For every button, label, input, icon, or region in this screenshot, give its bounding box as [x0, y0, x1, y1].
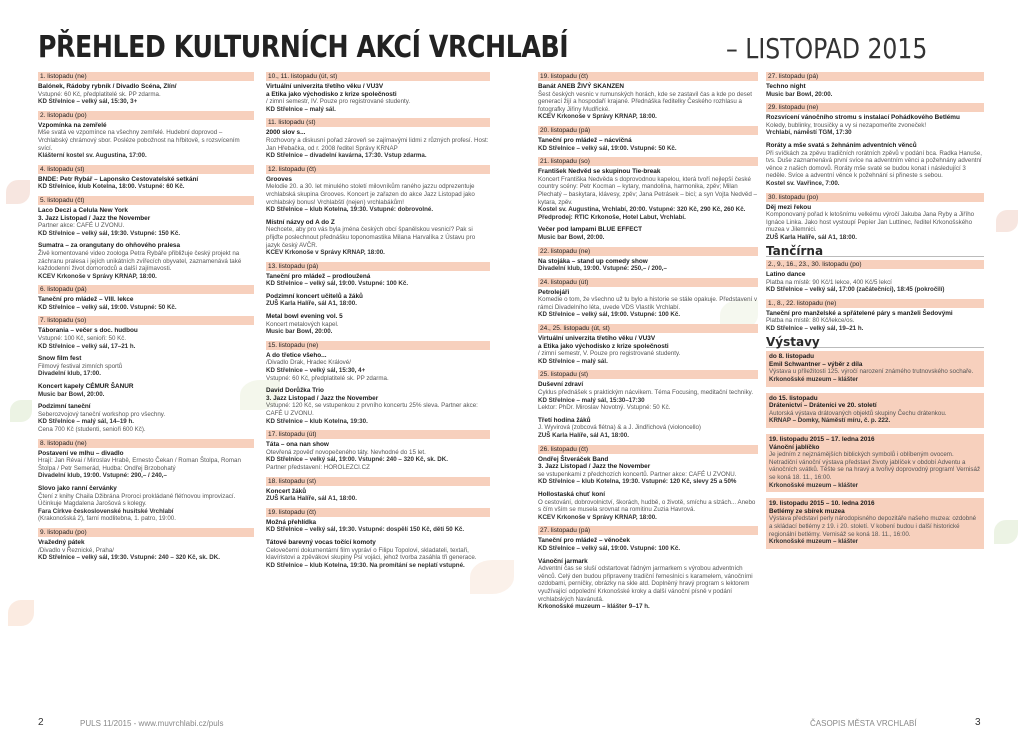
event-place: KD Střelnice – velký sál, 19:00. Vstupné: 100 Kč. [538, 544, 681, 552]
event-place: Krkonošské muzeum – klášter [769, 376, 859, 384]
event-title: Táborania – večer s doc. hudbou [38, 327, 138, 335]
event-title: Petrolejáři [538, 288, 570, 296]
event-title: Virtuální univerzita třetího věku / VU3V [266, 83, 384, 90]
event-date: 9. listopadu (po) [38, 528, 254, 537]
event-item [38, 285, 254, 311]
event-description: O cestování, dobrovolnictví, škorách, hudbě, o životě, smíchu a slzách... Anebo s čím vším se musela srovnat na romitinu Zuzia Havrová. [538, 498, 756, 514]
event-place: KD Střelnice – malý sál. [538, 357, 608, 365]
event-description: Koncert metalových kapel. [266, 320, 339, 328]
event-title: Místní názvy od A do Z [266, 218, 335, 226]
event-title: Koncert žáků [266, 487, 307, 495]
event-place: Klášterní kostel sv. Augustina, 17:00. [38, 152, 147, 160]
event-item [266, 387, 490, 425]
event-note: Cena 700 Kč (studenti, senioři 600 Kč). [38, 426, 146, 433]
event-title: Taneční pro mládež – prodloužená [266, 272, 371, 280]
event-date: 1., 8., 22. listopadu (ne) [766, 299, 984, 308]
event-place: KD Střelnice – velký sál, 19:00. Vstupné: 100 Kč. [538, 311, 681, 319]
event-title: Tátové barevný vocas točící komoty [266, 538, 376, 546]
event-description: Mše svatá ve vzpomínce na všechny zemřelé. Hudební doprovod – Vrchlabský chrámový sbor. Posléze pobožnost na hřbitově, s rozsvícením svící. [38, 129, 240, 152]
event-place: KD Střelnice – klub Kotelna, 19:30. Vstupné: 120 Kč, slevy 25 a 50% [538, 478, 737, 486]
event-date: 13. listopadu (pá) [266, 262, 490, 271]
event-description: Vstupné: 120 Kč, se vstupenkou z prvního koncertu 25% sleva. Partner akce: CAFÉ U ZVONU. [266, 402, 478, 417]
event-description: Otevřená zpověď novopečeného táty. Nevhodné do 15 let. [266, 448, 426, 456]
event-item [266, 72, 490, 113]
event-item [766, 103, 984, 137]
event-item [38, 165, 254, 191]
event-item [538, 157, 758, 221]
event-title: Hollostaská chuť koní [538, 490, 605, 498]
event-item [766, 72, 984, 98]
event-item [766, 142, 984, 188]
event-title: Podzimní taneční [38, 403, 91, 411]
event-place: Music bar Bowl, 20:00. [766, 90, 833, 98]
decorative-leaf [8, 600, 34, 626]
event-description: /Divadlo Drak, Hradec Králové/ [266, 359, 351, 367]
event-date: 19. listopadu 2015 – 17. ledna 2016 [769, 436, 875, 443]
event-title: Balónek, Rádoby rybník / Divadlo Scéna, Zlín/ [38, 83, 177, 90]
event-place: KRNAP – Domky, Náměstí míru, č. p. 222. [769, 417, 891, 425]
event-place: ZUŠ Karla Halíře, sál A1, 18:00. [538, 432, 629, 439]
event-date: 17. listopadu (út) [266, 430, 490, 439]
event-title: Třetí hodina žáků [538, 416, 591, 424]
event-date: 18. listopadu (st) [266, 477, 490, 486]
event-item [266, 313, 490, 336]
event-note: Partner představení: HOROLEZCI.CZ [266, 463, 370, 471]
event-date: 2. listopadu (po) [38, 111, 254, 120]
decorative-leaf [996, 210, 1018, 232]
event-date: 15. listopadu (ne) [266, 341, 490, 350]
event-item [38, 242, 254, 280]
event-title: Postavení ve mlhu – divadlo [38, 449, 124, 457]
event-description: Partner akce: CAFÉ U ZVONU. [38, 222, 125, 230]
event-item [38, 485, 254, 523]
event-item [766, 351, 984, 386]
event-title: Vzpomínka na zemřelé [38, 121, 107, 129]
event-date: 8. listopadu (ne) [38, 439, 254, 448]
event-item [766, 260, 984, 294]
event-title: Virtuální univerzita třetího věku / VU3V [538, 335, 656, 343]
event-date: 26. listopadu (čt) [538, 445, 758, 454]
event-title: Taneční pro mládež – věnoček [538, 537, 630, 545]
event-place: KD Střelnice – velký sál, 17–21 h. [38, 342, 136, 350]
event-description: Je jedním z nejznámějších biblických symbolů i oblíbeným ovocem. Netradiční vánoční výstava představí životy jablíček v období Adventu a vánočních svátků. Těšte se na hravý a tvořivý doprovodný program! Vernisáž se koná 18. 11., 16:00. [769, 451, 981, 481]
event-place: KD Střelnice – malý sál. [266, 105, 336, 113]
event-date: 6. listopadu (pá) [38, 285, 254, 294]
event-description: Platba na místě: 90 Kč/1 lekce, 400 Kč/5 lekcí [766, 278, 892, 286]
event-description: Výstava představí perly národopisného depozitáře našeho muzea: ozdobné a skládací betlémy z 19. i 20. století. V kobení budou i další historické regionální betlémy. Vernisáž se koná 18. 11., 16:00. [769, 515, 977, 538]
event-title: Metal bowl evening vol. 5 [266, 313, 343, 321]
event-date: 30. listopadu (po) [766, 193, 984, 202]
footer-left-text: PULS 11/2015 - www.muvrchlabi.cz/puls [80, 719, 224, 728]
event-description: / zimní semestr, IV. Pouze pro registrované studenty. [266, 98, 411, 106]
event-item [38, 72, 254, 106]
event-description: /Divadlo v Řeznické, Praha/ [38, 546, 115, 554]
event-subtitle: 3. Jazz Listopad / Jazz the November [38, 214, 151, 222]
events-column-3 [538, 72, 758, 616]
event-date: 19. listopadu 2015 – 10. ledna 2016 [769, 500, 875, 508]
event-place: KD Střelnice – malý sál, 15:30–17:30 [538, 396, 645, 404]
event-title: Emil Schwantner – výběr z díla [769, 360, 863, 368]
events-column-1 [38, 72, 254, 567]
event-place: KCEV Krkonoše v Správy KRNAP, 18:00. [38, 272, 157, 280]
event-place: ZUŠ Karla Halíře, sál A1, 18:00. [766, 233, 857, 241]
event-item [766, 434, 984, 492]
event-item [38, 355, 254, 378]
event-item [266, 293, 490, 308]
event-place: KCEV Krkonoše v Správy KRNAP, 18:00. [266, 249, 385, 257]
event-description: Živě komentované video zoologa Petra Rybáře přibližuje český projekt na záchranu pralesa i jejích unikátních zvířecích obyvatel, zaznamenává také každodenní život domorodců a další zajímavosti. [38, 249, 242, 273]
event-item [538, 526, 758, 552]
event-title: Vánoční jablíčko [769, 443, 820, 451]
event-description: Čtení z knihy Chaila Džibrána Proroci prokládané fléťnovou improvizací. Účinkuje Magdalena Jarošová s kolegy. [38, 492, 236, 508]
event-title: Vražedný pátek [38, 538, 85, 546]
event-title: Snow film fest [38, 355, 82, 363]
event-place: Fara Církve československé husitské Vrchlabí [38, 507, 174, 515]
event-item [538, 72, 758, 121]
event-date: 19. listopadu (čt) [538, 72, 758, 81]
event-note: (Krakonošská 2), farní modlitebna, 1. patro, 19:00. [38, 515, 176, 523]
event-item [766, 393, 984, 428]
event-item [38, 528, 254, 562]
event-item [38, 196, 254, 237]
event-description: se vstupenkami z předchozích koncertů. Partner akce: CAFÉ U ZVONU. [538, 470, 737, 478]
event-description: Seberozvojový taneční workshop pro všechny. [38, 410, 166, 418]
event-item [538, 126, 758, 152]
section-title-tancirna: Tančírna [766, 248, 984, 258]
event-date: 7. listopadu (so) [38, 316, 254, 325]
event-place: KD Střelnice – velký sál, 19:30. Vstupné: 240 – 320 Kč, sk. DK. [38, 554, 220, 562]
event-date: 2., 9., 16., 23., 30. listopadu (po) [766, 260, 984, 269]
event-place: ZUŠ Karla Halíře, sál A1, 18:00. [266, 300, 357, 308]
event-place: Kostel sv. Augustina, Vrchlabí, 20:00. Vstupné: 320 Kč, 290 Kč, 260 Kč. Předprodej: RTIC Krkonoše, Hotel Labut, Vrchlabí. [538, 206, 746, 221]
event-title: Děj mezi řekou [766, 203, 812, 211]
event-subtitle: 3. Jazz Listopad / Jazz the November [538, 463, 651, 471]
event-note: Lektor: PhDr. Miroslav Novotný. Vstupné: 50 Kč. [538, 404, 671, 412]
event-item [266, 219, 490, 257]
page-number-left: 2 [38, 717, 44, 728]
event-item [266, 341, 490, 382]
event-date: 29. listopadu (ne) [766, 103, 984, 112]
event-description: Hrají: Jan Révai / Miroslav Hrabě, Ernesto Čekan / Roman Štolpa, Roman Štolpa / Petr Semerád, Hudba: Ondřej Brzobohatý [38, 457, 241, 472]
event-item [266, 165, 490, 214]
event-description: Koledy, bublinky, trousičky a vy si nezapomeňte zvoneček! [766, 121, 927, 129]
event-item [266, 477, 490, 503]
event-item [766, 193, 984, 242]
event-description: Cyklus přednášek s praktickým nácvikem. Téma Focusing, meditační techniky. [538, 389, 754, 397]
event-title: Vánoční jarmark [538, 557, 588, 565]
event-item [38, 439, 254, 480]
event-subtitle: 3. Jazz Listopad / Jazz the November [266, 394, 379, 402]
event-item [266, 508, 490, 534]
event-item [538, 445, 758, 486]
event-title: Slovo jako ranní červánky [38, 484, 117, 492]
event-description: Rozhovory a diskusní pořad zároveň se zajímavými lidmi z různých profesí. Host: Jan Hřebačka, od r. 2008 ředitel Správy KRNAP [266, 136, 489, 152]
event-description: J. Wyvirová (zobcová flétna) & a J. Jindřichová (violoncello) [538, 424, 701, 432]
event-description: Celovečerní dokumentární film vypráví o Filipu Topolovi, skladateli, textaři, klavíristovi a zpěvákovi skupiny Psí vojáci, jehož tvorba zasáhla tři generace. [266, 546, 477, 562]
event-subtitle: a Etika jako východisko z krize společnosti [266, 90, 397, 98]
event-date: 5. listopadu (čt) [38, 196, 254, 205]
event-date: 24. listopadu (út) [538, 278, 758, 287]
event-description: Vstupné: 60 Kč, předplatitelé sk. PP zdarma. [38, 90, 161, 98]
event-title: Taneční pro manželské a spřátelené páry s manželi Šedovými [766, 309, 953, 317]
event-title: Taneční pro mládež – VIII. lekce [38, 296, 134, 304]
event-place: KCEV Krkonoše v Správy KRNAP, 18:00. [538, 113, 657, 121]
event-title: František Nedvěd se skupinou Tie-break [538, 168, 661, 176]
event-title: BNDE: Petr Rybář – Laponsko Cestovatelské setkání [38, 175, 199, 183]
event-title: Banát ANEB ŽIVÝ SKANZEN [538, 83, 625, 90]
event-item [266, 430, 490, 471]
event-place: Music bar Bowl, 20:00. [266, 328, 333, 336]
event-date: 1. listopadu (ne) [38, 72, 254, 81]
event-note: Vstupné: 60 Kč, předplatitelé sk. PP zdarma. [266, 374, 389, 382]
event-description: Autorská výstava drátovaných objektů skupiny Čechu drátenkou. [769, 409, 947, 417]
event-item [538, 226, 758, 241]
event-title: Ondřej Štveráček Band [538, 455, 609, 463]
event-place: Krkonošské muzeum – klášter [769, 538, 859, 546]
page-number-right: 3 [975, 717, 981, 728]
page-title: PŘEHLED KULTURNÍCH AKCÍ VRCHLABÍ [38, 30, 569, 65]
vystavy-list [766, 351, 984, 548]
event-place: KD Střelnice – velký sál, 19:30. Vstupné: dospělí 150 Kč, děti 50 Kč. [266, 526, 465, 534]
event-title: Táta – ona nan show [266, 441, 329, 449]
footer-right-text: ČASOPIS MĚSTA VRCHLABÍ [810, 719, 917, 728]
event-title: Laco Deczi a Celula New York [38, 206, 128, 214]
event-title: Betlémy ze sbírek muzea [769, 507, 845, 515]
event-description: Koncert Františka Nedvěda s doprovodnou kapelou, která tvoří nejlepší české country scény: Petr Kocman – kytary, mandolína, harmonika, zpěv; Milan Plechatý – baskytara, klávesy, zpěv; Jana Petrásek – bicí; a syn Vojta Nedvěd – kytara, zpěv. [538, 175, 757, 206]
event-place: KD Střelnice – velký sál, 15:30, 3+ [38, 98, 138, 106]
event-date: 25. listopadu (st) [538, 370, 758, 379]
event-description: Melodie 20. a 30. let minulého století milovníkům raného jazzu odprezentuje vrchlabská skupina Grooves. Koncert je zařazen do akce Jazz Listopad jako vrchlabský bonus! Vrchlabští (nejen) vrchlabákům! [266, 183, 475, 206]
event-title: Podzimní koncert učitelů a žáků [266, 292, 363, 300]
event-date: 20. listopadu (pá) [538, 126, 758, 135]
event-description: Filmový festival zimních sportů [38, 362, 123, 370]
event-date: do 15. listopadu [769, 394, 818, 402]
event-place: KD Střelnice – divadelní kavárna, 17:30. Vstup zdarma. [266, 152, 427, 160]
event-date: 19. listopadu (čt) [266, 508, 490, 517]
event-date: 27. listopadu (pá) [538, 526, 758, 535]
event-place: KD Střelnice – velký sál, 19:00. Vstupné: 50 Kč. [538, 144, 677, 152]
event-item [538, 558, 758, 611]
event-place: KD Střelnice – velký sál, 15:30, 4+ [266, 367, 366, 375]
event-date: 10., 11. listopadu (út, st) [266, 72, 490, 81]
decorative-leaf [6, 180, 30, 204]
event-place: KD Střelnice – klub Kotelna, 19:30. Vstupné: dobrovolné. [266, 206, 434, 214]
event-place: Music bar Bowl, 20:00. [538, 233, 605, 241]
event-description: Při svíčkách za zpěvu tradičních rorátních zpěvů v podání bca. Radka Hanuše, tvs. Duše zaznamenává první svíce na adventním věnci a požehnány adventní věnce z našich domovů. Roráty mše svaté se budou konat i následující 3 neděle. Svíce a adventní věnce k požehnání si přineste s sebou. [766, 149, 982, 180]
event-title: Latino dance [766, 271, 806, 279]
event-description: Výstava u příležitosti 125. výročí narození známého trutnovského sochaře. [769, 368, 974, 376]
event-item [38, 111, 254, 160]
event-date: 24., 25. listopadu (út, st) [538, 324, 758, 333]
event-title: Duševní zdraví [538, 381, 584, 389]
event-item [38, 383, 254, 398]
event-place: KD Střelnice – malý sál, 14–19 h. [38, 418, 134, 426]
decorative-leaf [10, 400, 32, 422]
event-item [38, 403, 254, 433]
event-item [766, 299, 984, 333]
event-item [538, 417, 758, 440]
event-item [538, 370, 758, 411]
event-title: Koncert kapely CÉMUR ŠANUR [38, 383, 134, 391]
event-place: KD Střelnice – velký sál, 19–21 h. [766, 325, 864, 333]
event-place: KD Střelnice – velký sál, 19:00. Vstupné: 50 Kč. [38, 303, 177, 311]
event-title: 2000 slov s... [266, 129, 306, 137]
event-place: Music bar Bowl, 20:00. [38, 390, 105, 398]
events-column-4 [766, 72, 984, 555]
event-title: Sumatra – za orangutany do ohňového pralesa [38, 242, 181, 250]
event-place: Krkonošské muzeum – klášter 9–17 h. [538, 603, 650, 611]
event-item [38, 316, 254, 350]
event-place: Divadelní klub, 19:00. Vstupné: 290,– / 240,– [38, 472, 167, 480]
event-title: Techno night [766, 83, 806, 90]
event-title: Na stojáka – stand up comedy show [538, 257, 648, 265]
event-item [538, 491, 758, 521]
event-item [266, 539, 490, 569]
event-place: KCEV Krkonoše v Správy KRNAP, 18:00. [538, 513, 657, 521]
event-item [266, 118, 490, 159]
event-description: Nechcete, aby pro vás byla jména českých obcí španělskou vesnicí? Pak si přijďte poslechnout přednášku toponomastika Milana Harvalíka z Ústavu pro jazyk český AVČR. [266, 226, 476, 249]
event-date: 4. listopadu (st) [38, 165, 254, 174]
event-description: Adventní čas se sluší odstartovat řádným jarmarkem s výrobou adventních věnců. Celý den budou připraveny tradiční řemeslníci s karamelem, vánočními ozdobami, perníčky, obrázky na skle atd. Doplněný hravý program s lektorem využívající odpolední Krkonošské kroky a další vánoční písně v podání vrchlabských Navánutá. [538, 565, 753, 603]
event-place: Kostel sv. Vavřince, 7:00. [766, 179, 840, 187]
tancirna-list [766, 260, 984, 333]
event-place: KD Střelnice, klub Kotelna, 18:00. Vstupné: 60 Kč. [38, 183, 185, 191]
events-column-2 [266, 72, 490, 574]
event-description: Platba na místě: 80 Kč/lekce/os. [766, 317, 855, 325]
event-place: KD Střelnice – velký sál, 19:00. Vstupné: 100 Kč. [266, 280, 409, 288]
event-title: Drátenictví – Dráteníci ve 20. století [769, 402, 877, 410]
event-description: Šest českých vesnic v rumunských horách, kde se zastavil čas a kde po deset generací žijí a hospodaří krajané. Přednáška ředitelky Českého rozhlasu a fotografky Jiřiny Mudřické. [538, 90, 752, 113]
event-place: ZUŠ Karla Halíře, sál A1, 18:00. [266, 495, 357, 503]
event-place: KD Střelnice – velký sál, 19:00. Vstupné: 240 – 320 Kč, sk. DK. [266, 456, 448, 464]
event-title: Rozsvícení vánočního stromu s instalací Pohádkového Betlému [766, 114, 960, 122]
event-description: Vstupné: 100 Kč, senioři: 50 Kč. [38, 335, 127, 343]
event-title: David Dorůžka Trio [266, 387, 324, 395]
event-place: KD Střelnice – velký sál, 19:30. Vstupné: 150 Kč. [38, 229, 181, 237]
event-place: KD Střelnice – klub Kotelna, 19:30. Na promítání se neplatí vstupné. [266, 561, 465, 569]
event-item [538, 324, 758, 365]
event-title: Večer pod lampami BLUE EFFECT [538, 226, 643, 234]
event-item [538, 278, 758, 319]
events-list [766, 72, 984, 242]
event-title: Grooves [266, 175, 292, 183]
section-title-vystavy: Výstavy [766, 339, 984, 349]
event-title: Taneční pro mládež – nácvičná [538, 136, 632, 144]
event-date: do 8. listopadu [769, 353, 815, 361]
event-place: Divadelní klub, 19:00. Vstupné: 250,– / 200,– [538, 265, 667, 273]
event-item [766, 498, 984, 549]
page-header [38, 30, 988, 76]
event-place: Krkonošské muzeum – klášter [769, 481, 859, 489]
event-title: A do třetice všeho... [266, 351, 327, 359]
event-title: Roráty a mše svatá s žehnáním adventních věnců [766, 141, 917, 149]
decorative-leaf [994, 520, 1018, 544]
event-place: Vrchlabí, náměstí TGM, 17:30 [766, 129, 852, 137]
event-description: / zimní semestr, V. Pouze pro registrované studenty. [538, 350, 681, 358]
event-description: Komedie o tom, že všechno už tu bylo a historie se stále opakuje. Představení v rámci Divadelního léta, uvede VDS Vlastík Vrchlabí. [538, 296, 758, 311]
event-item [266, 262, 490, 288]
event-date: 27. listopadu (pá) [766, 72, 984, 81]
event-description: Komponovaný pořad k letošnímu velkému výročí Jakuba Jana Ryby a Jiřího Ignáce Linka. Jako host vystoupí Pepíer Jan Luttinec, ředitel Krkonošského muzea v Jilemnici. [766, 211, 975, 234]
event-date: 21. listopadu (so) [538, 157, 758, 166]
event-date: 11. listopadu (st) [266, 118, 490, 127]
page-subtitle: – LISTOPAD 2015 [726, 32, 928, 65]
event-place: Divadelní klub, 17:00. [38, 370, 101, 378]
event-date: 12. listopadu (čt) [266, 165, 490, 174]
event-date: 22. listopadu (ne) [538, 247, 758, 256]
event-title: Možná přehlídka [266, 518, 317, 526]
event-place: KD Střelnice – velký sál, 17:00 (začátečníci), 18:45 (pokročilí) [766, 286, 945, 294]
event-place: KD Střelnice – klub Kotelna, 19:30. [266, 417, 368, 425]
event-subtitle: a Etika jako východisko z krize společnosti [538, 342, 669, 350]
event-item [538, 247, 758, 273]
